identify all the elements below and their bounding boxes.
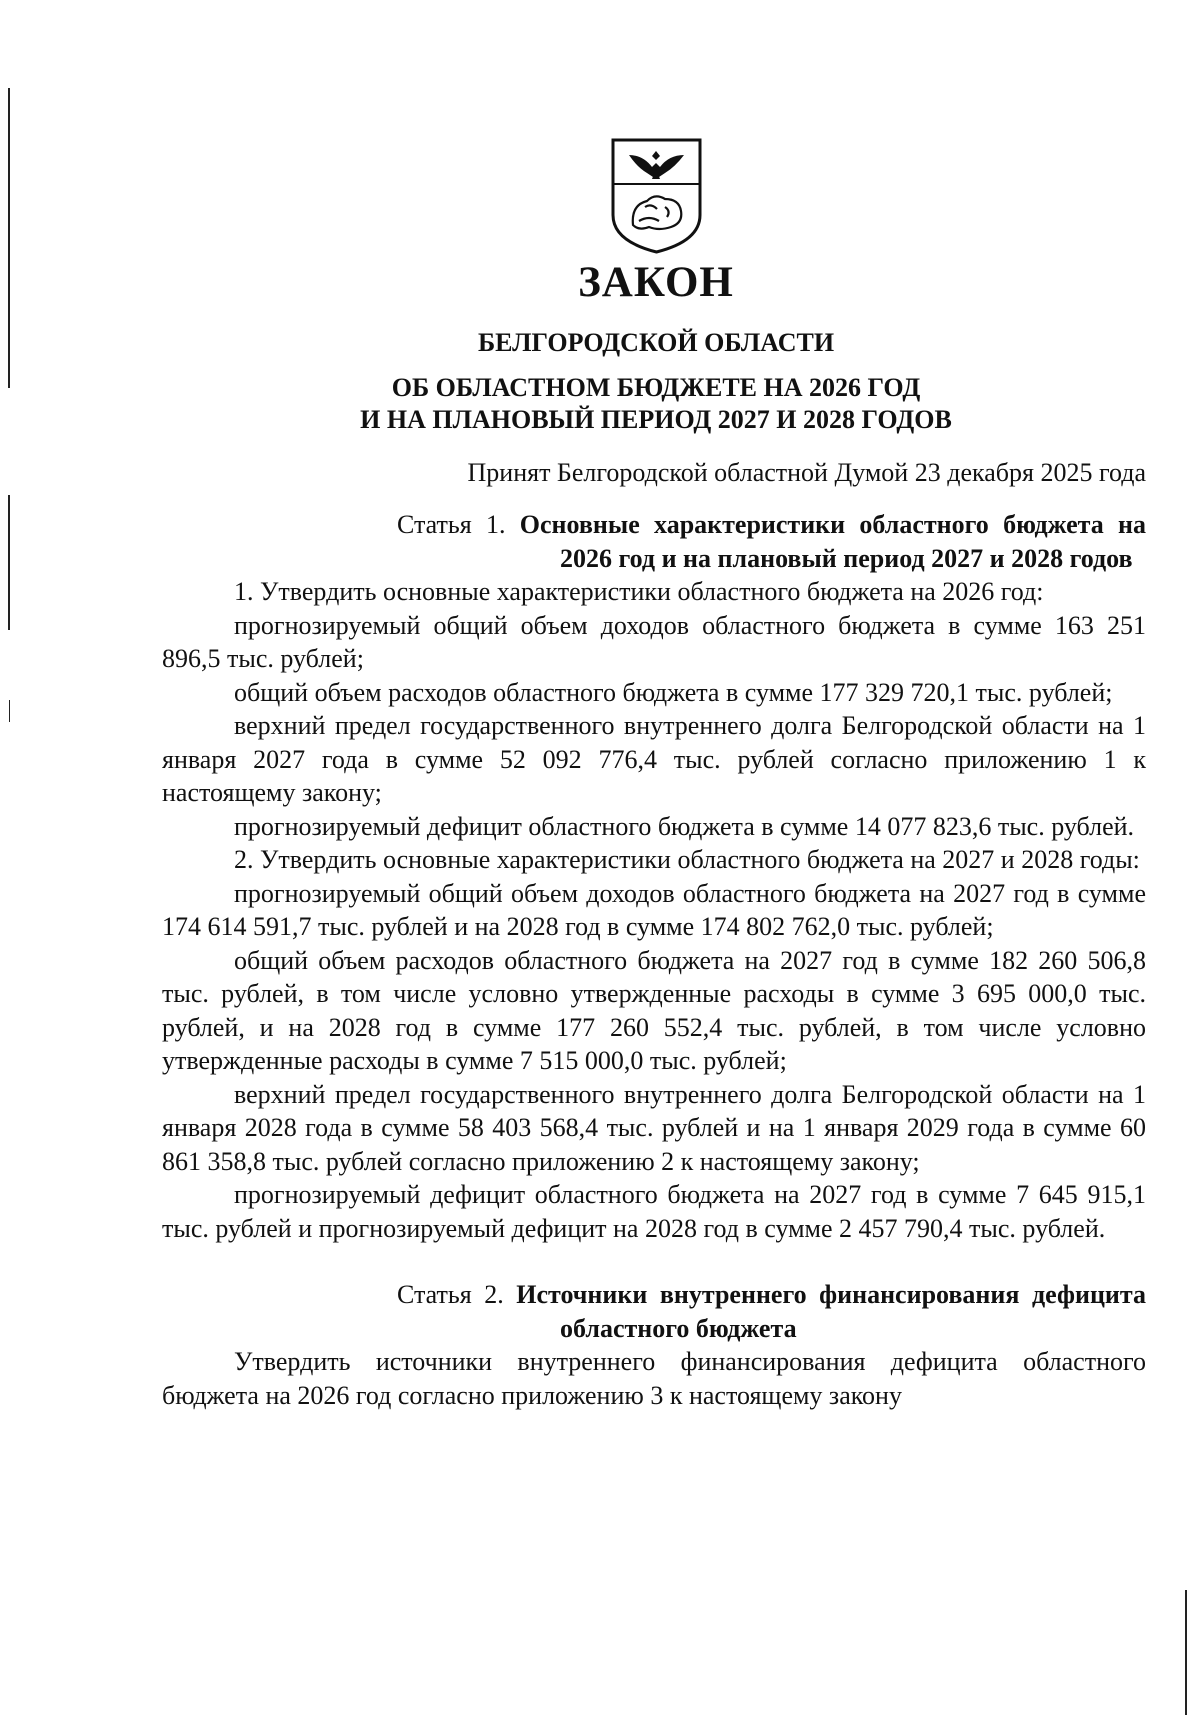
article-1-paragraph: общий объем расходов областного бюджета на 2027 год в сумме 182 260 506,8 тыс. рублей, в том числе условно утвержденные расходы в сумме 3 695 000,0 тыс. рублей, и на 2028 год в сумме 177 260 552,4 тыс. рублей, в том числе условно утвержденные расходы в сумме 7 515 000,0 тыс. рублей; [162, 945, 1146, 1075]
document-subtitle: БЕЛГОРОДСКОЙ ОБЛАСТИ [477, 328, 835, 357]
document-name-line2: И НА ПЛАНОВЫЙ ПЕРИОД 2027 И 2028 ГОДОВ [360, 405, 952, 434]
article-gap [162, 1245, 1146, 1278]
article-1-label: Статья 1. [397, 510, 506, 539]
article-2-title: Источники внутреннего финансирования дефицита областного бюджета [516, 1280, 1146, 1343]
article-2-label: Статья 2. [397, 1280, 504, 1309]
article-1-paragraph: верхний предел государственного внутреннего долга Белгородской области на 1 января 2028 года в сумме 58 403 568,4 тыс. рублей и на 1 января 2029 года в сумме 60 861 358,8 тыс. рублей согласно приложению 2 к настоящему закону; [162, 1079, 1146, 1176]
document-body [162, 508, 1146, 1412]
coat-of-arms-icon [609, 137, 704, 255]
article-1-heading [162, 508, 1146, 575]
article-1-paragraph: 1. Утвердить основные характеристики областного бюджета на 2026 год: [234, 577, 1044, 606]
article-1-paragraph: верхний предел государственного внутреннего долга Белгородской области на 1 января 2027 года в сумме 52 092 776,4 тыс. рублей согласно приложению 1 к настоящему закону; [162, 711, 1146, 807]
article-1-paragraph: прогнозируемый общий объем доходов областного бюджета в сумме 163 251 896,5 тыс. рублей; [162, 610, 1146, 673]
article-1-paragraph: прогнозируемый дефицит областного бюджета на 2027 год в сумме 7 645 915,1 тыс. рублей и прогнозируемый дефицит на 2028 год в сумме 2 457 790,4 тыс. рублей. [162, 1180, 1146, 1243]
scan-edge-right-bottom [1185, 1590, 1187, 1715]
article-1-paragraph: прогнозируемый дефицит областного бюджета в сумме 14 077 823,6 тыс. рублей. [234, 811, 1135, 841]
article-1-paragraph: общий объем расходов областного бюджета в сумме 177 329 720,1 тыс. рублей; [234, 677, 1113, 707]
article-2-heading [162, 1278, 1146, 1345]
scan-edge-left-small [9, 700, 10, 722]
article-1-paragraph: 2. Утвердить основные характеристики областного бюджета на 2027 и 2028 годы: [234, 845, 1140, 874]
scan-edge-left-mid [8, 495, 10, 630]
article-1-title: Основные характеристики областного бюджета на 2026 год и на плановый период 2027 и 2028 годов [519, 510, 1147, 573]
document-name-line1: ОБ ОБЛАСТНОМ БЮДЖЕТЕ НА 2026 ГОД [391, 373, 921, 402]
article-1-paragraph: прогнозируемый общий объем доходов областного бюджета на 2027 год в сумме 174 614 591,7 тыс. рублей и на 2028 год в сумме 174 802 762,0 тыс. рублей; [162, 878, 1146, 941]
accepted-date: Принят Белгородской областной Думой 23 декабря 2025 года [467, 458, 1146, 487]
document-title: ЗАКОН [578, 259, 734, 306]
article-2-paragraph: Утвердить источники внутреннего финансирования дефицита областного бюджета на 2026 год согласно приложению 3 к настоящему закону [162, 1347, 1146, 1410]
